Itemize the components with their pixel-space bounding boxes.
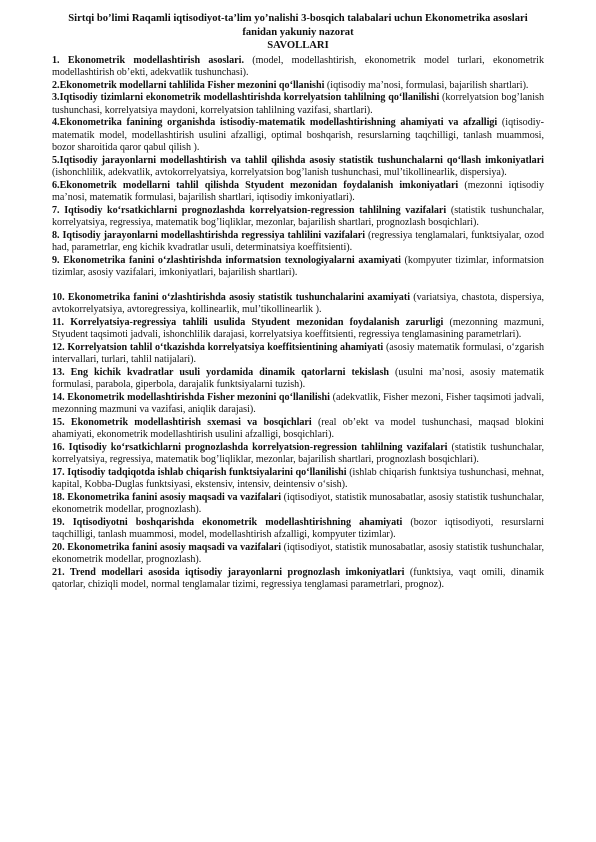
question-item (52, 417, 544, 442)
document-page (52, 12, 544, 592)
question-heading: 18. Ekonometrika fanini asosiy maqsadi va vazifalari (52, 491, 282, 503)
question-item (52, 255, 544, 280)
question-item (52, 492, 544, 517)
document-subtitle: SAVOLLARI (267, 40, 329, 51)
question-heading: 19. Iqtisodiyotni boshqarishda ekonometrik modellashtirishning ahamiyati (52, 516, 403, 528)
question-item (52, 205, 544, 230)
question-heading: 17. Iqtisodiy tadqiqotda ishlab chiqarish funktsiyalarini qo‘llanilishi (52, 466, 347, 478)
question-details: (variatsiya, chastota, dispersiya, avtokorrelyatsiya, avtoregressiya, kollinearlik, mul’tikollinearlik ). (52, 291, 544, 315)
question-heading: 12. Korrelyatsion tahlil o‘tkazishda korrelyatsiya koeffitsientining ahamiyati (52, 341, 384, 353)
question-details: (ishonchlilik, adekvatlik, avtokorrelyatsiya, korrelyatsion bog’lanish tushunchasi, mul’tikollinearlik, dispersiya). (52, 167, 507, 178)
question-item (52, 55, 544, 80)
question-heading: 8. Iqtisodiy jarayonlarni modellashtirishda regressiya tahlilini vazifalari (52, 229, 366, 241)
question-details: (iqtisodiyot, statistik munosabatlar, asosiy statistik tushunchalar, ekonometrik modellar, prognozlash). (52, 541, 544, 565)
document-title: Sirtqi bo’limi Raqamli iqtisodiyot-ta’lim yo’nalishi 3-bosqich talabalari uchun Ekonometrika asoslari fanidan yakuniy nazorat (68, 13, 528, 38)
question-details: (kompyuter tizimlar, informatsion tizimlar, asosiy vazifalari, imkoniyatlari, bajarilish shartlari). (52, 254, 544, 278)
question-heading: 2.Ekonometrik modellarni tahlilida Fisher mezonini qo‘llanishi (52, 79, 325, 91)
question-details: (funktsiya, vaqt omili, dinamik qatorlar, chiziqli model, normal tenglamalar tizimi, regressiya tenglamasi parametrlari, prognoz). (52, 566, 544, 590)
question-details: (usulni ma’nosi, asosiy matematik formulasi, parabola, giperbola, darajalik funktsiyalarni tuzish). (52, 366, 544, 390)
question-details: (regressiya tenglamalari, funktsiyalar, ozod had, parametrlar, eng kichik kvadratlar usuli, determinatsiya koeffitsienti). (52, 229, 544, 253)
question-item (52, 155, 544, 180)
question-item (52, 367, 544, 392)
question-details: (real ob’ekt va model tushunchasi, maqsad blokini ahamiyati, ekonometrik modellashtirish usulini afzalligi, bosqichlari). (52, 416, 544, 440)
question-item (52, 80, 544, 93)
question-heading: 15. Ekonometrik modellashtirish sxemasi va bosqichlari (52, 416, 312, 428)
question-list (52, 55, 544, 592)
question-heading: 7. Iqtisodiy ko‘rsatkichlarni prognozlashda korrelyatsion-regression tahlilning vazifalari (52, 204, 447, 216)
question-item (52, 292, 544, 317)
question-details: (ishlab chiqarish funktsiya tushunchasi, mehnat, kapital, Kobba-Duglas funktsiyasi, ekstensiv, intensiv, deintensiv o‘sish). (52, 466, 544, 490)
question-item (52, 117, 544, 155)
question-heading: 9. Ekonometrika fanini o‘zlashtirishda informatsion texnologiyalarni axamiyati (52, 254, 401, 266)
question-details: (iqtisodiy-matematik model, modellashtirish usulini afzalligi, optimal boshqarish, resurslarning taqchilligi, tanlash muammosi, bozor sharoitida qaror qabul qilish ). (52, 117, 544, 153)
question-item (52, 230, 544, 255)
question-details: (iqtisodiy ma’nosi, formulasi, bajarilish shartlari). (324, 79, 529, 91)
question-item (52, 317, 544, 342)
question-heading: 5.Iqtisodiy jarayonlarni modellashtirish va tahlil qilishda asosiy statistik tushunchalarni qo‘llash imkoniyatlari (52, 154, 544, 166)
question-details: (korrelyatsion bog’lanish tushunchasi, korrelyatsiya maydoni, korrelyatsion tahlilning vazifasi, shartlari). (52, 92, 545, 116)
question-heading: 20. Ekonometrika fanini asosiy maqsadi va vazifalari (52, 541, 282, 553)
question-item (52, 92, 544, 117)
question-details: (mezonni iqtisodiy ma’nosi, matematik formulasi, bajarilish shartlari, iqtisodiy imkoniyatlari). (52, 179, 544, 203)
question-item (52, 442, 544, 467)
question-heading: 4.Ekonometrika fanining organishda istisodiy-matematik modellashtirishning ahamiyati va afzalligi (52, 117, 498, 128)
question-item (52, 180, 544, 205)
question-item (52, 392, 544, 417)
question-details: (statistik tushunchalar, korrelyatsiya, regressiya, matematik bog’liqliklar, mezonlar, bajarilish shartlari, prognozlash bosqichlari). (52, 204, 544, 228)
question-item (52, 542, 544, 567)
question-item (52, 467, 544, 492)
question-heading: 14. Ekonometrik modellashtirishda Fisher mezonini qo‘llanilishi (52, 391, 330, 403)
question-heading: 3.Iqtisodiy tizimlarni ekonometrik modellashtirishda korrelyatsion tahlilning qo‘llanilishi (52, 92, 440, 103)
question-item (52, 342, 544, 367)
question-details: (asosiy matematik formulasi, o‘zgarish intervallari, turlari, tahlil natijalari). (52, 341, 544, 365)
question-details: (statistik tushunchalar, korrelyatsiya, regressiya, matematik bog’liqliklar, mezonlar, bajarilish shartlari, prognozlash bosqichlari). (52, 441, 544, 465)
question-item (52, 517, 544, 542)
question-heading: 16. Iqtisodiy ko‘rsatkichlarni prognozlashda korrelyatsion-regression tahlilning vazifalari (52, 441, 448, 453)
question-heading: 21. Trend modellari asosida iqtisodiy jarayonlarni prognozlash imkoniyatlari (52, 566, 405, 578)
question-heading: 11. Korrelyatsiya-regressiya tahlili usulida Styudent mezonidan foydalanish zarurligi (52, 316, 444, 328)
question-details: (model, modellashtirish, ekonometrik model turlari, ekonometrik modellashtirish ob’ekti, adekvatlik tushunchasi). (52, 54, 544, 78)
question-heading: 10. Ekonometrika fanini o‘zlashtirishda asosiy statistik tushunchalarini axamiyati (52, 291, 410, 303)
question-heading: 1. Ekonometrik modellashtirish asoslari. (52, 54, 244, 66)
question-item (52, 567, 544, 592)
question-details: (adekvatlik, Fisher mezoni, Fisher taqsimoti jadvali, mezonning mazmuni va vazifasi, aniqlik darajasi). (52, 391, 544, 415)
question-heading: 13. Eng kichik kvadratlar usuli yordamida dinamik qatorlarni tekislash (52, 366, 390, 378)
question-details: (bozor iqtisodiyoti, resurslarni taqchilligi, tanlash muammosi, model, modellashtirish afzalligi, kompyuter tizimlar). (52, 516, 544, 540)
question-details: (mezonning mazmuni, Styudent taqsimoti jadvali, ishonchlilik darajasi, korrelyatsiya koeffitsienti, regressiya tenglamasining parametrlari). (52, 316, 545, 340)
question-details: (iqtisodiyot, statistik munosabatlar, asosiy statistik tushunchalar, ekonometrik modellar, prognozlash). (52, 491, 544, 515)
question-heading: 6.Ekonometrik modellarni tahlil qilishda Styudent mezonidan foydalanish imkoniyatlari (52, 179, 459, 191)
